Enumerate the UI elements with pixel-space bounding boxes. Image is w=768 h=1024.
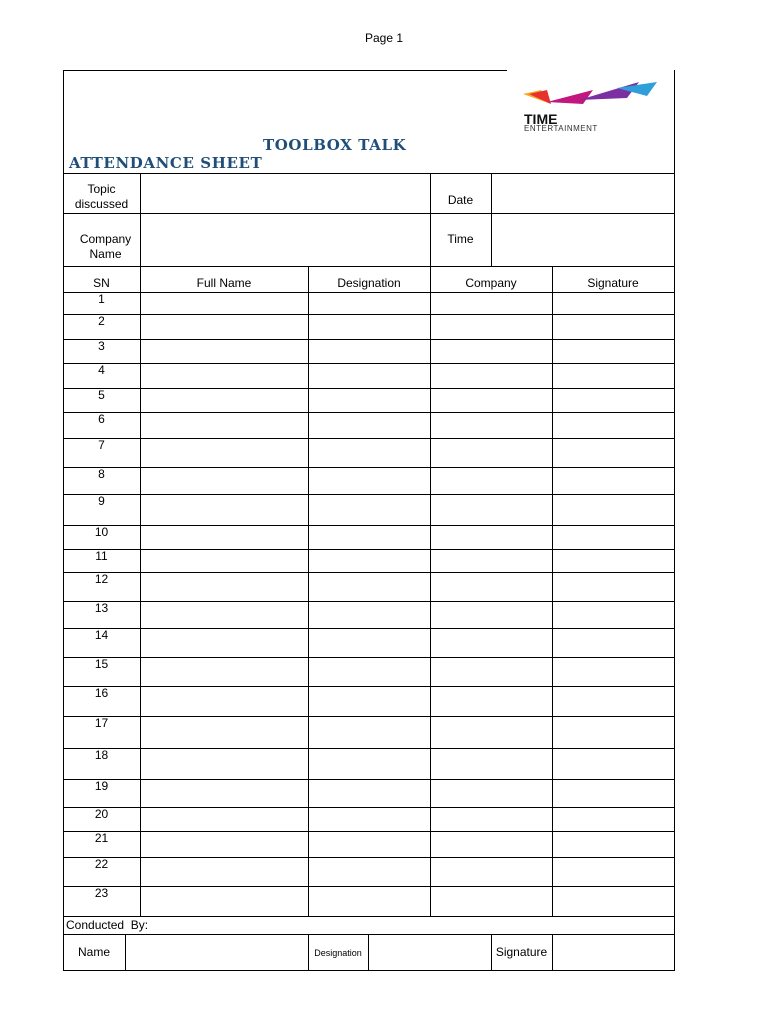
time-label: Time bbox=[447, 232, 474, 246]
row-sn: 2 bbox=[98, 314, 105, 328]
row-sn: 23 bbox=[94, 886, 109, 900]
row-sn: 13 bbox=[94, 601, 109, 615]
table-row-line bbox=[63, 525, 675, 526]
column-header: Company bbox=[465, 276, 517, 290]
row-sn: 8 bbox=[98, 467, 105, 481]
table-row-line bbox=[63, 716, 675, 717]
info-divider-line bbox=[63, 213, 675, 214]
logo-subword: ENTERTAINMENT bbox=[524, 124, 598, 133]
frame-bottom-line bbox=[63, 970, 675, 971]
table-row-line bbox=[63, 916, 675, 917]
row-sn: 12 bbox=[94, 572, 109, 586]
row-sn: 10 bbox=[94, 525, 109, 539]
row-sn: 22 bbox=[94, 857, 109, 871]
table-row-line bbox=[63, 657, 675, 658]
row-sn: 20 bbox=[94, 807, 109, 821]
document-subtitle: ATTENDANCE SHEET bbox=[69, 154, 263, 172]
row-sn: 3 bbox=[98, 339, 105, 353]
table-row-line bbox=[63, 438, 675, 439]
company-name-label: Company Name bbox=[79, 232, 132, 261]
conducted-by-label: Conducted By: bbox=[66, 918, 149, 932]
row-sn: 18 bbox=[94, 748, 109, 762]
table-row-line bbox=[63, 807, 675, 808]
table-row-line bbox=[63, 686, 675, 687]
footer-designation-label: Designation bbox=[314, 948, 362, 958]
table-row-line bbox=[63, 601, 675, 602]
table-row-line bbox=[63, 779, 675, 780]
table-row-line bbox=[63, 549, 675, 550]
column-header: Full Name bbox=[196, 276, 252, 290]
table-row-line bbox=[63, 467, 675, 468]
footer-line bbox=[368, 934, 369, 970]
row-sn: 6 bbox=[98, 412, 105, 426]
footer-divider-line bbox=[63, 934, 675, 935]
row-sn: 17 bbox=[94, 716, 109, 730]
table-row-line bbox=[63, 572, 675, 573]
table-row-line bbox=[63, 748, 675, 749]
footer-signature-label: Signature bbox=[495, 945, 548, 959]
row-sn: 11 bbox=[95, 549, 108, 563]
column-header: Designation bbox=[337, 276, 401, 290]
company-logo bbox=[521, 80, 641, 136]
frame-right-line bbox=[674, 70, 675, 971]
row-sn: 7 bbox=[98, 438, 105, 452]
table-header-top-line bbox=[63, 266, 675, 267]
row-sn: 21 bbox=[94, 831, 109, 845]
page-label: Page 1 bbox=[364, 31, 404, 45]
row-sn: 14 bbox=[94, 628, 109, 642]
info-date-divider bbox=[430, 173, 431, 266]
table-row-line bbox=[63, 831, 675, 832]
header-bottom-line bbox=[63, 173, 675, 174]
logo-word: TIME bbox=[524, 111, 558, 127]
row-sn: 1 bbox=[98, 292, 105, 306]
date-label: Date bbox=[447, 193, 474, 207]
table-row-line bbox=[63, 494, 675, 495]
table-row-line bbox=[63, 412, 675, 413]
table-row-line bbox=[63, 339, 675, 340]
table-row-line bbox=[63, 628, 675, 629]
footer-line bbox=[125, 934, 126, 970]
column-header: SN bbox=[93, 276, 110, 290]
table-row-line bbox=[63, 886, 675, 887]
column-header: Signature bbox=[587, 276, 639, 290]
footer-name-label: Name bbox=[77, 945, 110, 959]
table-row-line bbox=[63, 363, 675, 364]
row-sn: 19 bbox=[94, 779, 109, 793]
table-row-line bbox=[63, 292, 675, 293]
row-sn: 5 bbox=[98, 388, 105, 402]
table-row-line bbox=[63, 388, 675, 389]
document-title: TOOLBOX TALK bbox=[263, 136, 407, 154]
attendance-sheet bbox=[63, 70, 675, 972]
row-sn: 16 bbox=[94, 686, 109, 700]
frame-top-line bbox=[63, 70, 507, 71]
row-sn: 15 bbox=[94, 657, 109, 671]
info-value-divider bbox=[491, 173, 492, 266]
footer-line bbox=[552, 934, 553, 970]
table-row-line bbox=[63, 314, 675, 315]
topic-label: Topic discussed bbox=[74, 182, 129, 211]
row-sn: 4 bbox=[98, 363, 105, 377]
table-row-line bbox=[63, 857, 675, 858]
row-sn: 9 bbox=[98, 494, 105, 508]
